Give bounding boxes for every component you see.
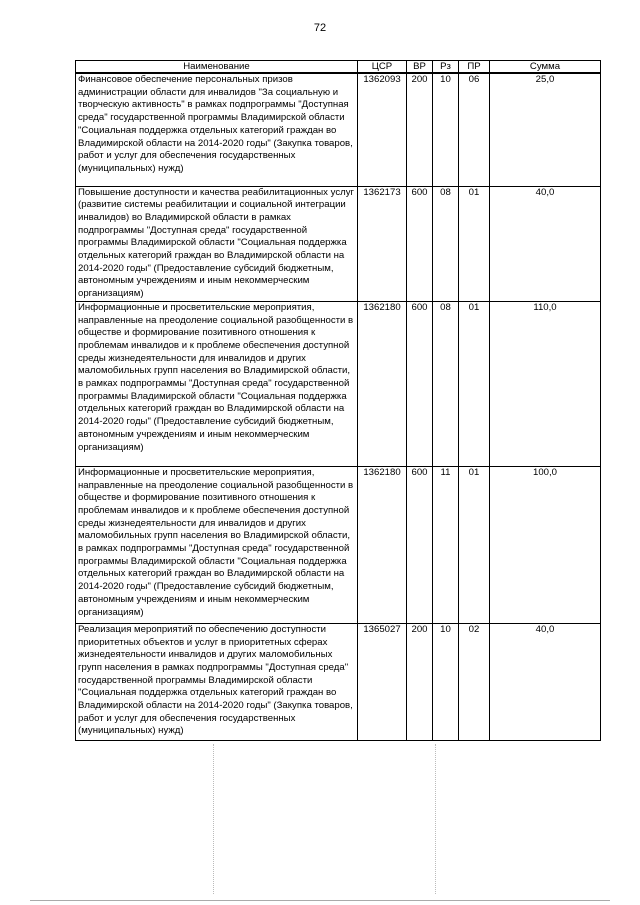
row-pr: 06	[459, 73, 490, 186]
row-vr: 200	[407, 73, 433, 186]
header-vr: ВР	[407, 61, 433, 74]
header-sum: Сумма	[490, 61, 601, 74]
row-pr: 01	[459, 466, 490, 623]
row-csr: 1362093	[358, 73, 407, 186]
row-pr: 01	[459, 301, 490, 466]
row-vr: 600	[407, 301, 433, 466]
table-row	[76, 73, 601, 186]
row-pr: 02	[459, 623, 490, 740]
scan-artifact-line	[435, 744, 436, 894]
row-sum: 25,0	[490, 73, 601, 186]
header-name: Наименование	[76, 61, 358, 74]
row-name: Информационные и просветительские мероприятия, направленные на преодоление социальной разобщенности в обществе и формирование позитивного отношения к проблемам инвалидов и к проблеме обеспечения доступной среды жизнедеятельности для инвалидов и других маломобильных групп населения во Владимирской области, в рамках подпрограммы "Доступная среда" государственной программы Владимирской области "Социальная поддержка отдельных категорий граждан во Владимирской области на 2014-2020 годы" (Предоставление субсидий бюджетным, автономным учреждениям и иным некоммерческим организациям)	[76, 301, 358, 466]
budget-table	[75, 60, 601, 741]
row-csr: 1365027	[358, 623, 407, 740]
header-pr: ПР	[459, 61, 490, 74]
row-sum: 40,0	[490, 623, 601, 740]
scan-artifact-line	[213, 744, 214, 894]
header-csr: ЦСР	[358, 61, 407, 74]
table-row	[76, 623, 601, 740]
table-row	[76, 466, 601, 623]
row-csr: 1362173	[358, 186, 407, 301]
row-rz: 10	[433, 73, 459, 186]
row-sum: 100,0	[490, 466, 601, 623]
row-name: Информационные и просветительские мероприятия, направленные на преодоление социальной разобщенности в обществе и формирование позитивного отношения к проблемам инвалидов и к проблеме обеспечения доступной среды жизнедеятельности для инвалидов и других маломобильных групп населения во Владимирской области, в рамках подпрограммы "Доступная среда" государственной программы Владимирской области "Социальная поддержка отдельных категорий граждан во Владимирской области на 2014-2020 годы" (Предоставление субсидий бюджетным, автономным учреждениям и иным некоммерческим организациям)	[76, 466, 358, 623]
table-row	[76, 301, 601, 466]
row-rz: 08	[433, 186, 459, 301]
header-rz: Рз	[433, 61, 459, 74]
row-vr: 600	[407, 466, 433, 623]
page-bottom-rule	[30, 900, 610, 901]
row-vr: 200	[407, 623, 433, 740]
row-name: Реализация мероприятий по обеспечению доступности приоритетных объектов и услуг в приоритетных сферах жизнедеятельности инвалидов и других маломобильных групп населения в рамках подпрограммы "Доступная среда" государственной программы Владимирской области "Социальная поддержка отдельных категорий граждан во Владимирской области на 2014-2020 годы" (Закупка товаров, работ и услуг для обеспечения государственных (муниципальных) нужд)	[76, 623, 358, 740]
row-name: Повышение доступности и качества реабилитационных услуг (развитие системы реабилитации и социальной интеграции инвалидов) во Владимирской области в рамках подпрограммы "Доступная среда" государственной программы Владимирской области "Социальная поддержка отдельных категорий граждан во Владимирской области на 2014-2020 годы" (Предоставление субсидий бюджетным, автономным учреждениям и иным некоммерческим организациям)	[76, 186, 358, 301]
row-rz: 11	[433, 466, 459, 623]
row-csr: 1362180	[358, 466, 407, 623]
row-rz: 10	[433, 623, 459, 740]
row-pr: 01	[459, 186, 490, 301]
row-sum: 40,0	[490, 186, 601, 301]
row-sum: 110,0	[490, 301, 601, 466]
row-vr: 600	[407, 186, 433, 301]
table-row	[76, 186, 601, 301]
row-name: Финансовое обеспечение персональных призов администрации области для инвалидов "За социальную и творческую активность" в рамках подпрограммы "Доступная среда" государственной программы Владимирской области "Социальная поддержка отдельных категорий граждан во Владимирской области на 2014-2020 годы" (Закупка товаров, работ и услуг для обеспечения государственных (муниципальных) нужд)	[76, 73, 358, 186]
page-number: 72	[313, 22, 327, 34]
table-header-row	[76, 61, 601, 74]
row-rz: 08	[433, 301, 459, 466]
row-csr: 1362180	[358, 301, 407, 466]
